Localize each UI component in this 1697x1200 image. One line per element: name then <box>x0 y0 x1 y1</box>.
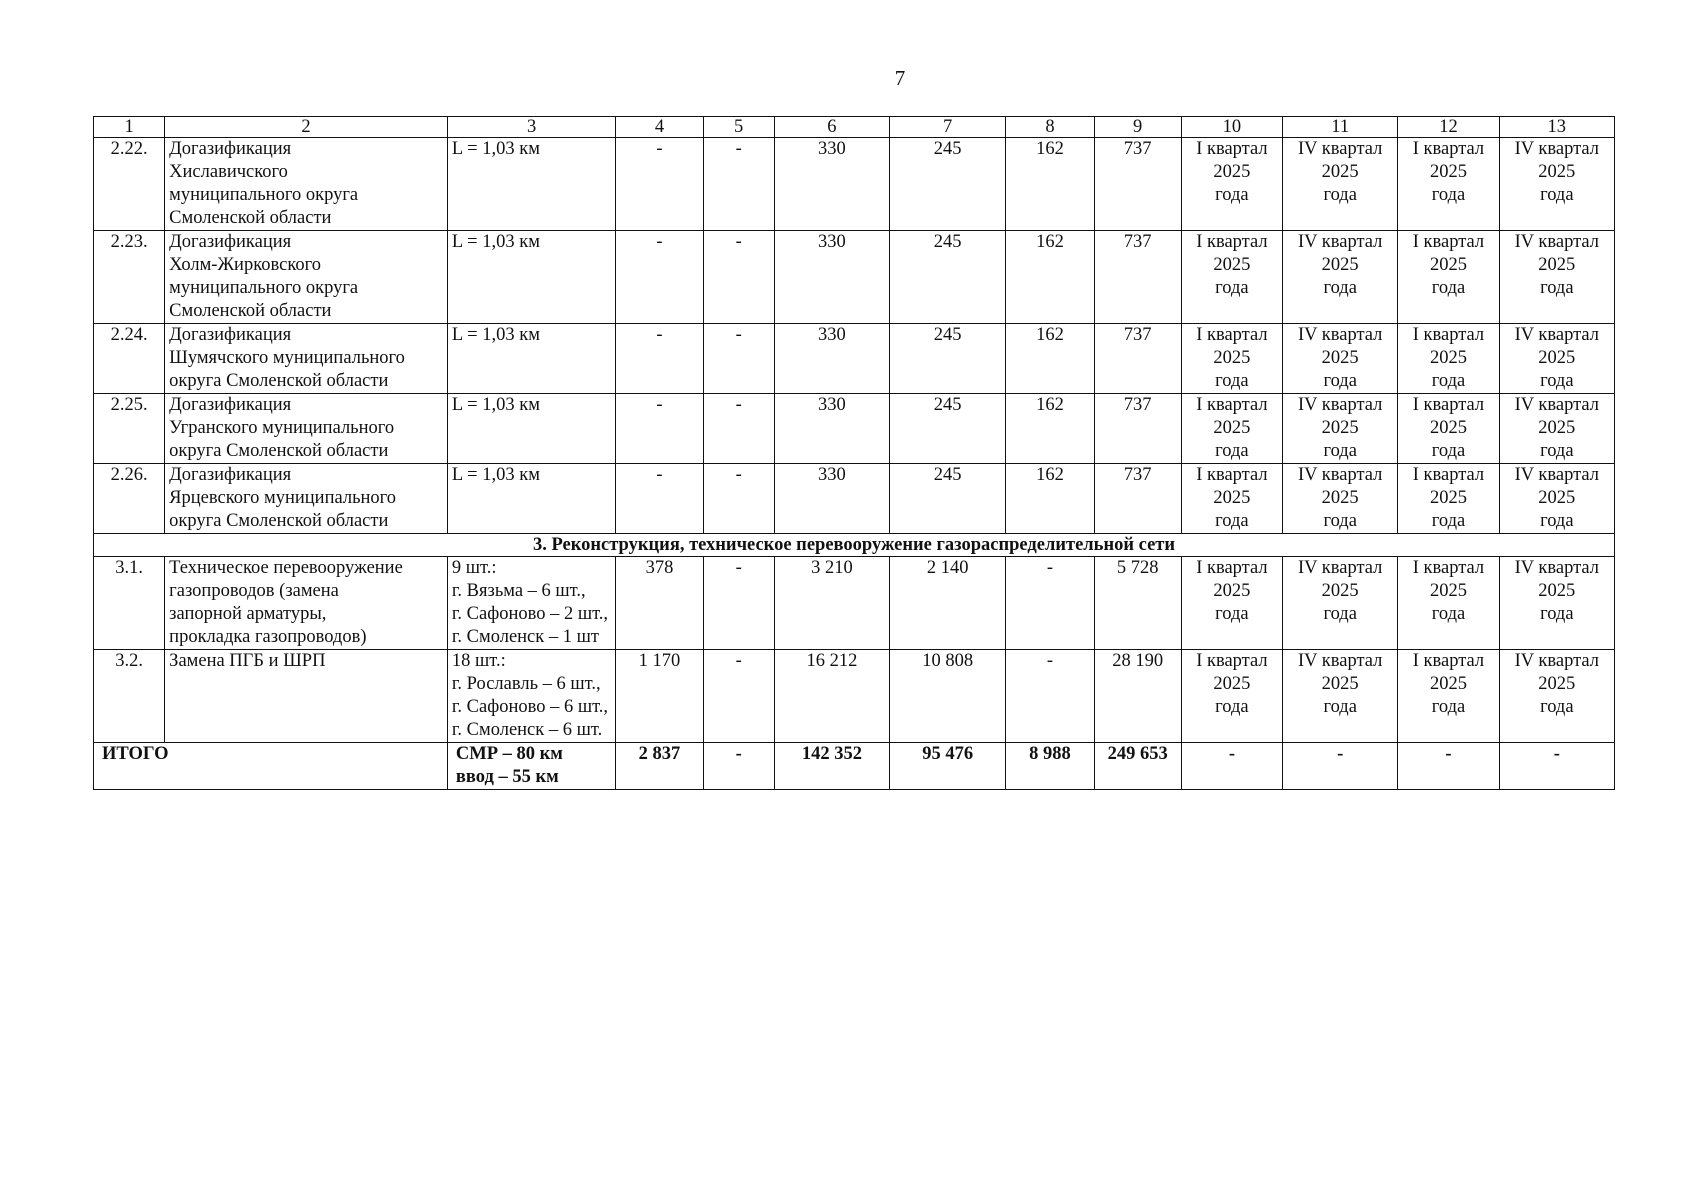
total-cell: - <box>1283 743 1398 790</box>
section-title: 3. Реконструкция, техническое перевооружение газораспределительной сети <box>94 534 1615 557</box>
row-name: Догазификация Шумячского муниципального округа Смоленской области <box>165 324 448 394</box>
column-header: 4 <box>616 117 703 138</box>
row-cell: 162 <box>1006 138 1094 231</box>
total-cell: - <box>703 743 774 790</box>
total-row <box>94 743 1615 790</box>
column-header: 12 <box>1398 117 1499 138</box>
row-cell: 162 <box>1006 464 1094 534</box>
row-period: IV квартал 2025 года <box>1499 464 1614 534</box>
row-period: I квартал 2025 года <box>1181 557 1282 650</box>
row-cell: 28 190 <box>1094 650 1181 743</box>
row-cell: 245 <box>890 231 1006 324</box>
row-parameter: L = 1,03 км <box>447 324 615 394</box>
row-period: I квартал 2025 года <box>1398 650 1499 743</box>
row-name: Замена ПГБ и ШРП <box>165 650 448 743</box>
row-cell: - <box>1006 650 1094 743</box>
column-header: 10 <box>1181 117 1282 138</box>
row-cell: 16 212 <box>774 650 889 743</box>
row-cell: - <box>616 394 703 464</box>
row-period: I квартал 2025 года <box>1398 138 1499 231</box>
table-row <box>94 324 1615 394</box>
row-period: IV квартал 2025 года <box>1499 324 1614 394</box>
row-number: 2.23. <box>94 231 165 324</box>
row-name: Догазификация Холм-Жирковского муниципального округа Смоленской области <box>165 231 448 324</box>
row-cell: 245 <box>890 394 1006 464</box>
investment-program-table <box>93 116 1615 790</box>
row-cell: 737 <box>1094 324 1181 394</box>
row-parameter: 9 шт.: г. Вязьма – 6 шт., г. Сафоново – 2 шт., г. Смоленск – 1 шт <box>447 557 615 650</box>
row-cell: 5 728 <box>1094 557 1181 650</box>
row-cell: 737 <box>1094 231 1181 324</box>
row-cell: - <box>616 324 703 394</box>
row-cell: 737 <box>1094 464 1181 534</box>
row-cell: 737 <box>1094 138 1181 231</box>
row-parameter: L = 1,03 км <box>447 464 615 534</box>
total-cell: - <box>1181 743 1282 790</box>
row-number: 2.24. <box>94 324 165 394</box>
column-header: 9 <box>1094 117 1181 138</box>
row-parameter: 18 шт.: г. Рославль – 6 шт., г. Сафоново – 6 шт., г. Смоленск – 6 шт. <box>447 650 615 743</box>
column-header: 3 <box>447 117 615 138</box>
column-number-row <box>94 117 1615 138</box>
total-cell: - <box>1398 743 1499 790</box>
row-cell: - <box>1006 557 1094 650</box>
row-cell: 245 <box>890 324 1006 394</box>
row-period: I квартал 2025 года <box>1181 650 1282 743</box>
table-row <box>94 464 1615 534</box>
row-period: I квартал 2025 года <box>1398 557 1499 650</box>
row-name: Догазификация Хиславичского муниципального округа Смоленской области <box>165 138 448 231</box>
total-cell: 2 837 <box>616 743 703 790</box>
row-cell: - <box>703 324 774 394</box>
row-cell: 2 140 <box>890 557 1006 650</box>
row-parameter: L = 1,03 км <box>447 138 615 231</box>
row-period: IV квартал 2025 года <box>1283 394 1398 464</box>
column-header: 7 <box>890 117 1006 138</box>
row-cell: - <box>616 464 703 534</box>
column-header: 11 <box>1283 117 1398 138</box>
row-period: I квартал 2025 года <box>1398 394 1499 464</box>
column-header: 1 <box>94 117 165 138</box>
row-period: I квартал 2025 года <box>1398 464 1499 534</box>
row-period: I квартал 2025 года <box>1181 324 1282 394</box>
row-cell: - <box>703 557 774 650</box>
row-cell: - <box>703 464 774 534</box>
row-period: IV квартал 2025 года <box>1283 464 1398 534</box>
row-cell: - <box>703 231 774 324</box>
row-cell: 378 <box>616 557 703 650</box>
table-row <box>94 650 1615 743</box>
row-cell: 245 <box>890 464 1006 534</box>
row-period: IV квартал 2025 года <box>1499 231 1614 324</box>
row-cell: 330 <box>774 138 889 231</box>
total-label: ИТОГО <box>94 743 448 790</box>
row-name: Догазификация Ярцевского муниципального округа Смоленской области <box>165 464 448 534</box>
row-period: IV квартал 2025 года <box>1283 231 1398 324</box>
column-header: 8 <box>1006 117 1094 138</box>
row-cell: 245 <box>890 138 1006 231</box>
table-row <box>94 231 1615 324</box>
row-number: 2.22. <box>94 138 165 231</box>
row-number: 3.2. <box>94 650 165 743</box>
row-period: IV квартал 2025 года <box>1499 557 1614 650</box>
row-period: I квартал 2025 года <box>1398 231 1499 324</box>
table-row <box>94 394 1615 464</box>
row-cell: - <box>703 138 774 231</box>
row-period: IV квартал 2025 года <box>1283 138 1398 231</box>
row-period: IV квартал 2025 года <box>1499 138 1614 231</box>
row-period: I квартал 2025 года <box>1181 138 1282 231</box>
row-period: I квартал 2025 года <box>1181 464 1282 534</box>
total-cell: 249 653 <box>1094 743 1181 790</box>
row-cell: - <box>616 231 703 324</box>
row-parameter: L = 1,03 км <box>447 394 615 464</box>
row-cell: - <box>616 138 703 231</box>
row-cell: 3 210 <box>774 557 889 650</box>
column-header: 5 <box>703 117 774 138</box>
total-cell: 95 476 <box>890 743 1006 790</box>
block3-rows <box>94 557 1615 743</box>
table-row <box>94 557 1615 650</box>
total-cell: 8 988 <box>1006 743 1094 790</box>
row-cell: 737 <box>1094 394 1181 464</box>
row-cell: 162 <box>1006 231 1094 324</box>
row-cell: 162 <box>1006 394 1094 464</box>
total-cell: 142 352 <box>774 743 889 790</box>
row-period: I квартал 2025 года <box>1398 324 1499 394</box>
column-header: 6 <box>774 117 889 138</box>
total-cell: - <box>1499 743 1614 790</box>
row-period: IV квартал 2025 года <box>1283 650 1398 743</box>
section-header-row <box>94 534 1615 557</box>
column-header: 2 <box>165 117 448 138</box>
row-cell: - <box>703 650 774 743</box>
row-period: IV квартал 2025 года <box>1283 324 1398 394</box>
row-period: I квартал 2025 года <box>1181 231 1282 324</box>
page-number: 7 <box>894 66 906 90</box>
row-period: IV квартал 2025 года <box>1499 394 1614 464</box>
row-cell: 10 808 <box>890 650 1006 743</box>
row-parameter: L = 1,03 км <box>447 231 615 324</box>
row-period: I квартал 2025 года <box>1181 394 1282 464</box>
row-cell: 330 <box>774 394 889 464</box>
column-header: 13 <box>1499 117 1614 138</box>
row-cell: 330 <box>774 231 889 324</box>
row-cell: 162 <box>1006 324 1094 394</box>
block2-rows <box>94 138 1615 534</box>
row-period: IV квартал 2025 года <box>1283 557 1398 650</box>
row-name: Догазификация Угранского муниципального округа Смоленской области <box>165 394 448 464</box>
row-cell: - <box>703 394 774 464</box>
row-cell: 330 <box>774 324 889 394</box>
row-number: 2.26. <box>94 464 165 534</box>
table-row <box>94 138 1615 231</box>
row-cell: 330 <box>774 464 889 534</box>
row-number: 3.1. <box>94 557 165 650</box>
row-period: IV квартал 2025 года <box>1499 650 1614 743</box>
row-number: 2.25. <box>94 394 165 464</box>
row-cell: 1 170 <box>616 650 703 743</box>
total-param: СМР – 80 км ввод – 55 км <box>447 743 615 790</box>
row-name: Техническое перевооружение газопроводов (замена запорной арматуры, прокладка газопроводов) <box>165 557 448 650</box>
